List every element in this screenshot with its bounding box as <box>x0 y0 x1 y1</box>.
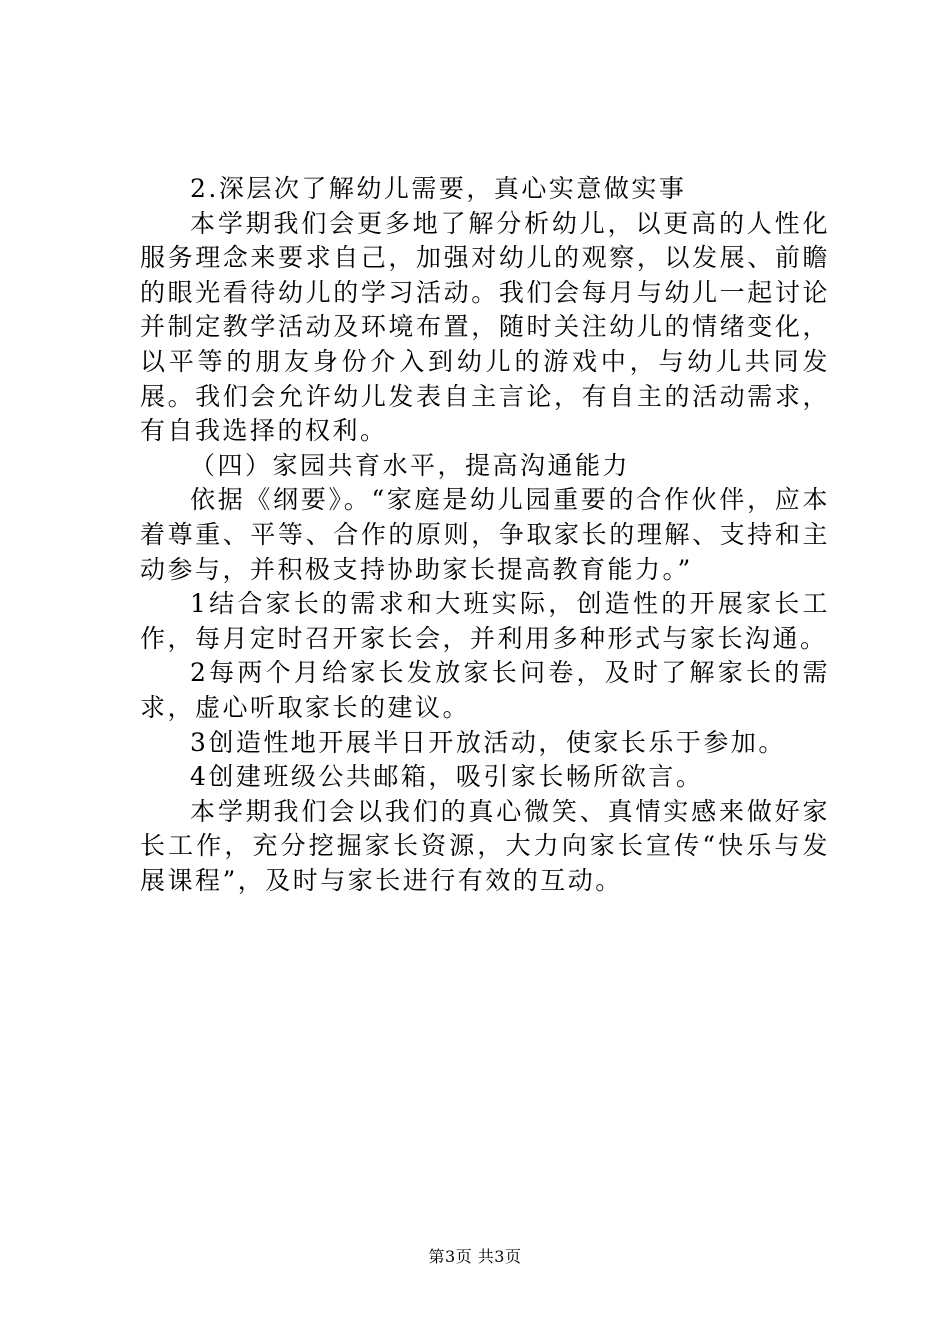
list-item: 1结合家长的需求和大班实际，创造性的开展家长工作，每月定时召开家长会，并利用多种形式与家长沟通。 <box>140 589 830 653</box>
page-number-footer: 第3页 共3页 <box>428 1247 522 1266</box>
section-heading: 2.深层次了解幼儿需要，真心实意做实事 <box>190 174 687 203</box>
list-item: 2每两个月给家长发放家长问卷，及时了解家长的需求，虚心听取家长的建议。 <box>140 658 830 722</box>
document-body <box>140 172 830 898</box>
list-item: 3创造性地开展半日开放活动，使家长乐于参加。 <box>190 727 786 757</box>
section-heading: （四）家园共育水平，提高沟通能力 <box>190 450 631 480</box>
body-paragraph: 本学期我们会以我们的真心微笑、真情实感来做好家长工作，充分挖掘家长资源，大力向家长宣传“快乐与发展课程”，及时与家长进行有效的互动。 <box>140 796 830 895</box>
list-item: 4创建班级公共邮箱，吸引家长畅所欲言。 <box>190 762 704 792</box>
body-paragraph: 依据《纲要》。“家庭是幼儿园重要的合作伙伴，应本着尊重、平等、合作的原则，争取家长的理解、支持和主动参与，并积极支持协助家长提高教育能力。” <box>140 485 830 584</box>
body-paragraph: 本学期我们会更多地了解分析幼儿，以更高的人性化服务理念来要求自己，加强对幼儿的观察，以发展、前瞻的眼光看待幼儿的学习活动。我们会每月与幼儿一起讨论并制定教学活动及环境布置，随时关注幼儿的情绪变化，以平等的朋友身份介入到幼儿的游戏中，与幼儿共同发展。我们会允许幼儿发表自主言论，有自主的活动需求，有自我选择的权利。 <box>140 208 830 446</box>
